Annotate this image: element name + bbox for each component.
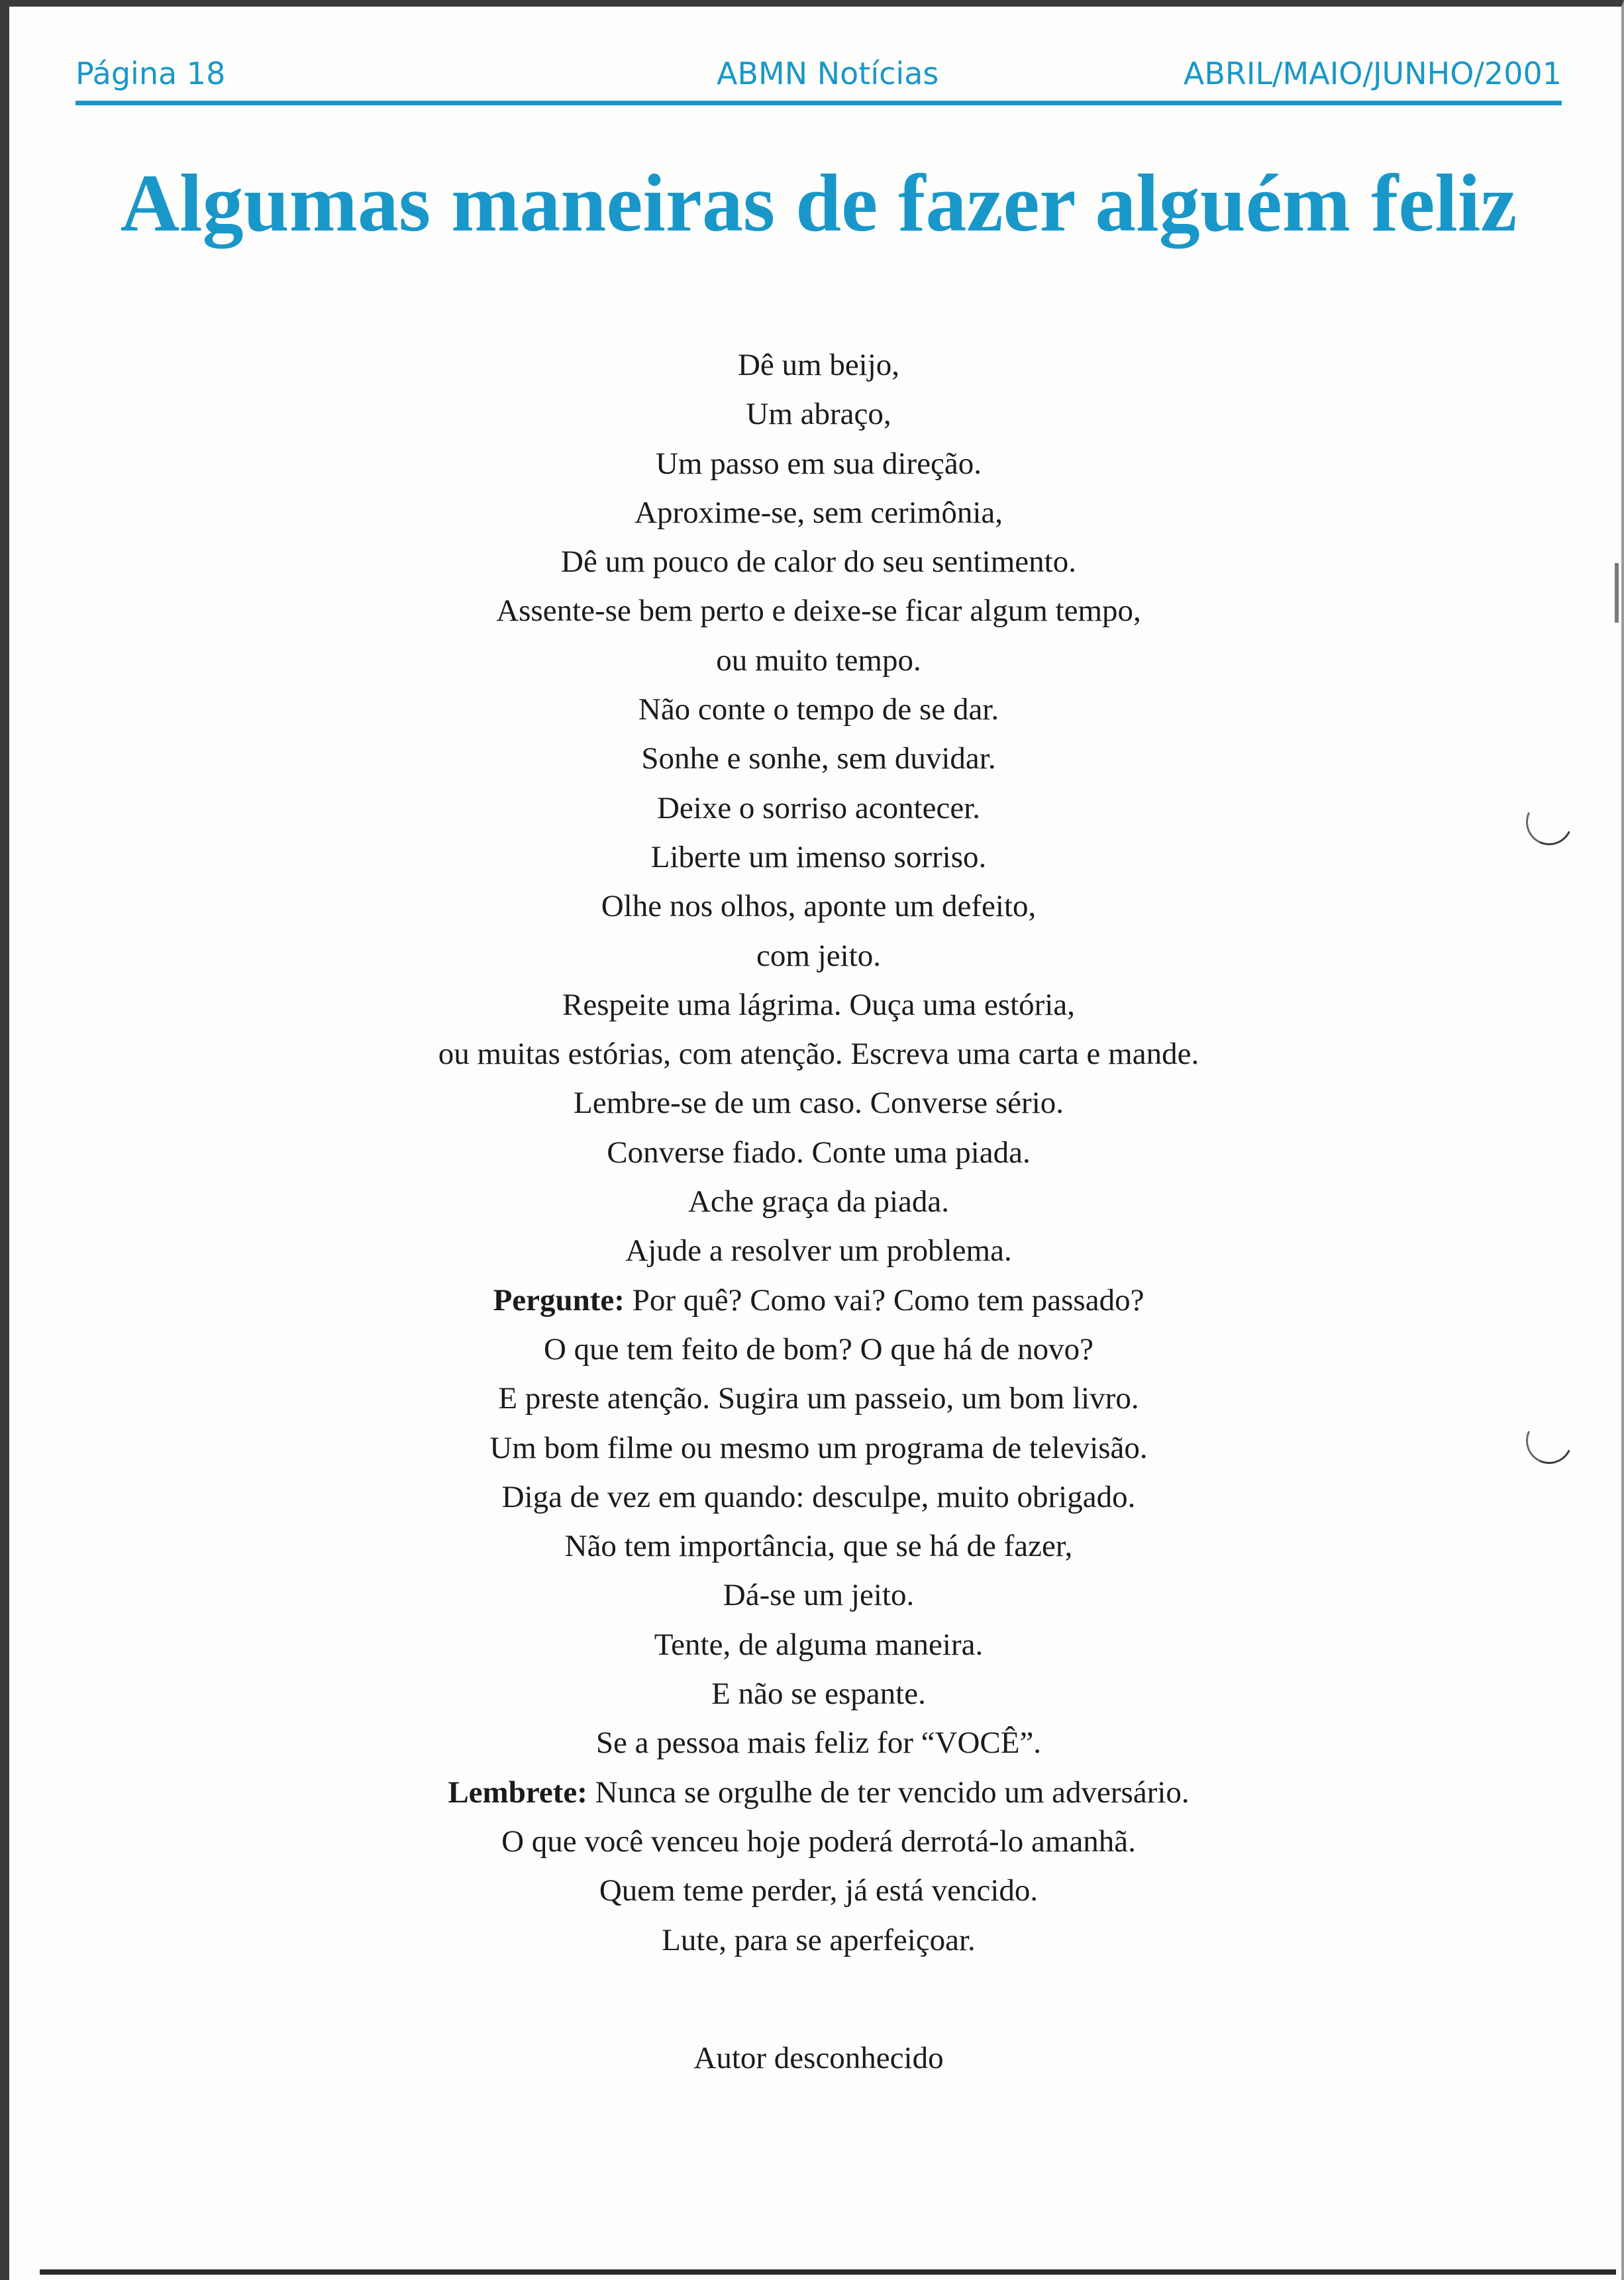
- poem-line-text: Tente, de alguma maneira.: [654, 1627, 984, 1662]
- poem-line-text: Olhe nos olhos, aponte um defeito,: [601, 889, 1037, 924]
- poem-line: [208, 636, 1429, 685]
- poem-line: [208, 1078, 1429, 1127]
- poem-line: [208, 537, 1429, 586]
- page-number: Página 18: [76, 56, 226, 91]
- poem-line: [208, 389, 1429, 439]
- poem-line: [208, 1128, 1429, 1177]
- poem-line: [208, 1473, 1429, 1522]
- poem-line-text: Aproxime-se, sem cerimônia,: [634, 495, 1003, 530]
- poem-line-text: Lute, para se aperfeiçoar.: [662, 1922, 976, 1957]
- scan-edge-mark: [1615, 563, 1619, 623]
- punch-hole-mark: [1519, 1411, 1579, 1471]
- poem-line: [208, 1718, 1429, 1767]
- poem-line: [208, 1226, 1429, 1275]
- poem-line: [208, 586, 1429, 635]
- poem-line: [208, 685, 1429, 734]
- poem-line: [208, 1276, 1429, 1325]
- poem-line-text: Liberte um imenso sorriso.: [650, 839, 987, 874]
- poem-line-text: Respeite uma lágrima. Ouça uma estória,: [562, 987, 1075, 1022]
- poem-line: [208, 784, 1429, 833]
- poem-line-text: Lembre-se de um caso. Converse sério.: [574, 1086, 1064, 1121]
- header-divider: [76, 101, 1562, 105]
- author-credit: Autor desconhecido: [693, 2041, 944, 2075]
- poem-line-text: O que tem feito de bom? O que há de novo?: [543, 1331, 1094, 1367]
- poem-line-text: ou muito tempo.: [716, 643, 921, 678]
- poem-line-text: E preste atenção. Sugira um passeio, um bom livro.: [498, 1381, 1139, 1416]
- poem-line-text: Converse fiado. Conte uma piada.: [607, 1135, 1031, 1170]
- poem-line: [208, 1916, 1429, 1965]
- poem-line: [208, 340, 1429, 389]
- poem-line: [208, 1374, 1429, 1423]
- poem-line: [208, 1768, 1429, 1817]
- poem-line-text: Não conte o tempo de se dar.: [638, 692, 999, 727]
- poem-line-text: Deixe o sorriso acontecer.: [656, 790, 981, 825]
- poem-line: [208, 1817, 1429, 1866]
- poem-line-text: Por quê? Como vai? Como tem passado?: [624, 1282, 1144, 1318]
- poem-line: [208, 1029, 1429, 1078]
- poem-line: [208, 1669, 1429, 1718]
- poem-body: [208, 340, 1429, 1965]
- poem-line-label: Pergunte:: [493, 1282, 625, 1318]
- poem-line-text: Um bom filme ou mesmo um programa de televisão.: [489, 1430, 1148, 1465]
- poem-line: [208, 1571, 1429, 1620]
- punch-hole-mark: [1519, 792, 1579, 852]
- poem-line-text: Dê um beijo,: [737, 348, 900, 382]
- poem-line: [208, 1866, 1429, 1915]
- poem-line-text: Quem teme perder, já está vencido.: [599, 1873, 1039, 1908]
- poem-line-text: Um abraço,: [746, 397, 891, 432]
- poem-line-text: Assente-se bem perto e deixe-se ficar algum tempo,: [496, 594, 1141, 629]
- publication-name: ABMN Notícias: [717, 56, 939, 91]
- poem-line: [208, 980, 1429, 1029]
- poem-line-text: Nunca se orgulhe de ter vencido um adversário.: [587, 1775, 1190, 1810]
- issue-date: ABRIL/MAIO/JUNHO/2001: [1183, 56, 1562, 91]
- poem-line: [208, 1424, 1429, 1473]
- poem-line-text: Um passo em sua direção.: [655, 446, 982, 481]
- poem-line-text: Não tem importância, que se há de fazer,: [564, 1529, 1073, 1564]
- poem-line-text: Ache graça da piada.: [687, 1184, 950, 1219]
- poem-line-text: O que você venceu hoje poderá derrotá-lo amanhã.: [501, 1824, 1136, 1859]
- poem-line: [208, 882, 1429, 931]
- poem-line-text: Diga de vez em quando: desculpe, muito obrigado.: [501, 1479, 1136, 1514]
- poem-line: [208, 1620, 1429, 1669]
- poem-line-text: Dá-se um jeito.: [723, 1578, 915, 1613]
- scan-bottom-edge: [40, 2269, 1616, 2275]
- poem-line-text: Sonhe e sonhe, sem duvidar.: [641, 741, 996, 776]
- poem-line: [208, 1177, 1429, 1226]
- poem-line: [208, 833, 1429, 882]
- poem-line: [208, 1522, 1429, 1571]
- poem-line-text: Dê um pouco de calor do seu sentimento.: [561, 544, 1076, 580]
- poem-line: [208, 439, 1429, 488]
- poem-line: [208, 734, 1429, 783]
- poem-line: [208, 1325, 1429, 1374]
- poem-line: [208, 488, 1429, 537]
- page-header: [76, 50, 1562, 97]
- poem-line-text: Se a pessoa mais feliz for “VOCÊ”.: [595, 1726, 1042, 1761]
- article-title: Algumas maneiras de fazer alguém feliz: [120, 158, 1517, 248]
- poem-line-text: ou muitas estórias, com atenção. Escreva uma carta e mande.: [438, 1037, 1199, 1072]
- poem-line-text: E não se espante.: [711, 1677, 926, 1712]
- poem-line-label: Lembrete:: [448, 1775, 587, 1810]
- poem-line-text: com jeito.: [756, 938, 881, 973]
- poem-line-text: Ajude a resolver um problema.: [625, 1233, 1012, 1269]
- poem-line: [208, 931, 1429, 980]
